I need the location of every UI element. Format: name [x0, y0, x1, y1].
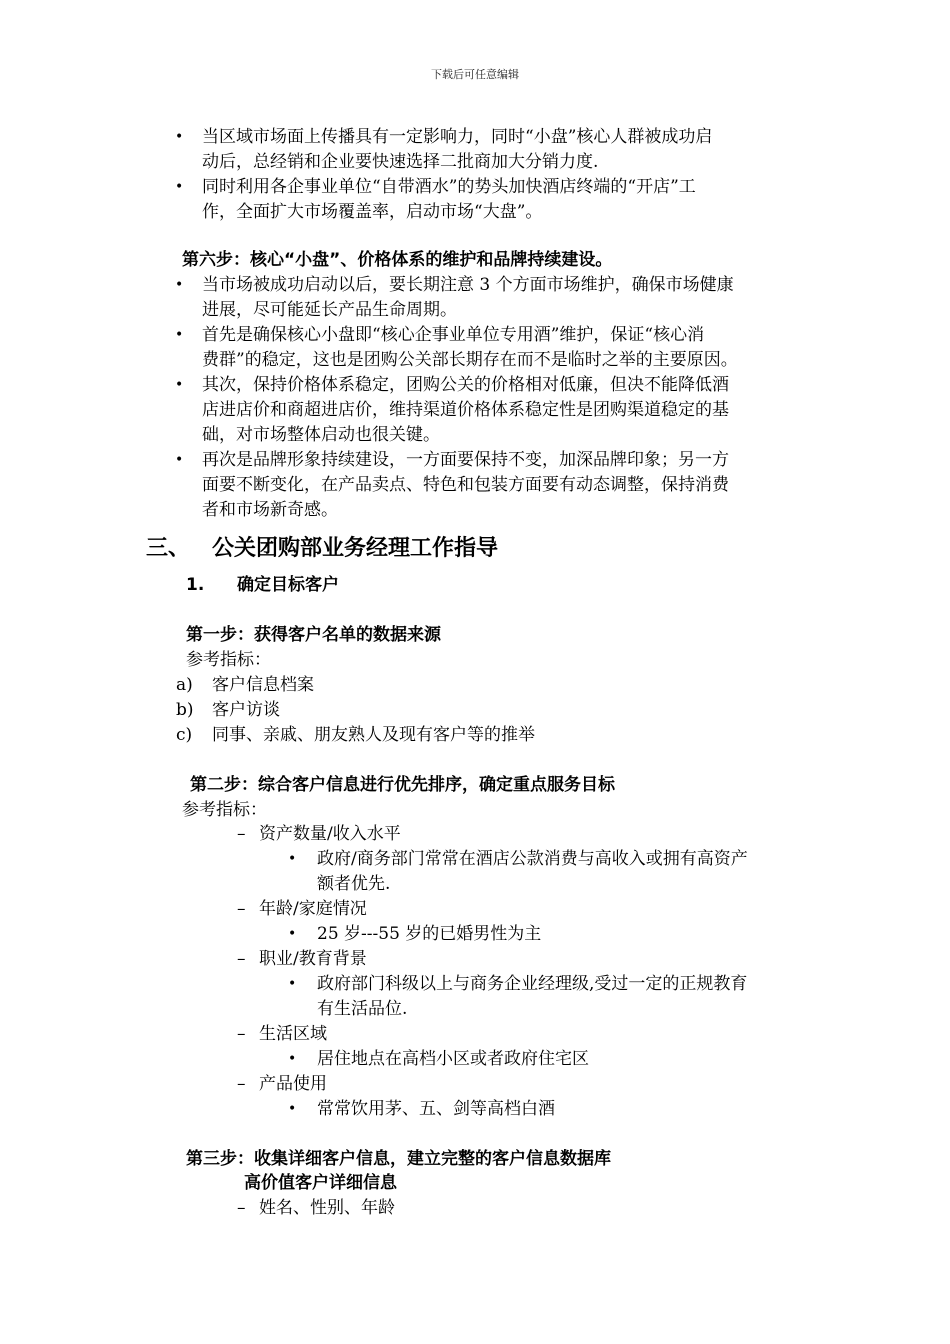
text-line: 面要不断变化，在产品卖点、特色和包装方面要有动态调整，保持消费: [202, 475, 729, 495]
criteria-label: 年龄/家庭情况: [259, 899, 367, 919]
criteria-label: 产品使用: [259, 1074, 327, 1094]
text-line: 店进店价和商超进店价，维持渠道价格体系稳定性是团购渠道稳定的基: [202, 400, 729, 420]
page-header: 下载后可任意编辑: [431, 68, 519, 81]
text-line: 作，全面扩大市场覆盖率，启动市场“大盘”。: [202, 202, 543, 222]
list-marker: b): [176, 700, 194, 720]
step3-heading: 第三步：收集详细客户信息，建立完整的客户信息数据库: [186, 1149, 611, 1169]
step1-heading: 第一步：获得客户名单的数据来源: [186, 625, 441, 645]
text-line: 有生活品位.: [317, 999, 408, 1019]
subsection-title: 确定目标客户: [237, 575, 339, 595]
text-line: 再次是品牌形象持续建设，一方面要保持不变，加深品牌印象；另一方: [202, 450, 729, 470]
list-marker: c): [176, 725, 193, 745]
bullet-icon: •: [288, 926, 297, 942]
dash-icon: –: [237, 824, 246, 844]
text-line: 者和市场新奇感。: [202, 500, 338, 520]
text-line: 当市场被成功启动以后，要长期注意 3 个方面市场维护，确保市场健康: [202, 275, 734, 295]
criteria-label: 生活区域: [259, 1024, 327, 1044]
text-line: 额者优先.: [317, 874, 391, 894]
criteria-label: 姓名、性别、年龄: [259, 1198, 395, 1218]
bullet-icon: •: [288, 976, 297, 992]
text-line: 进展，尽可能延长产品生命周期。: [202, 300, 457, 320]
dash-icon: –: [237, 899, 246, 919]
bullet-icon: •: [288, 1051, 297, 1067]
text-line: 费群”的稳定，这也是团购公关部长期存在而不是临时之举的主要原因。: [202, 350, 738, 370]
criteria-label: 资产数量/收入水平: [259, 824, 401, 844]
text-line: 政府部门科级以上与商务企业经理级,受过一定的正规教育: [317, 974, 748, 994]
reference-label: 参考指标：: [182, 800, 267, 820]
text-line: 政府/商务部门常常在酒店公款消费与高收入或拥有高资产: [317, 849, 748, 869]
subsection-number: 1.: [186, 575, 205, 595]
bullet-icon: •: [175, 377, 184, 393]
text-line: 当区域市场面上传播具有一定影响力，同时“小盘”核心人群被成功启: [202, 127, 713, 147]
text-line: 首先是确保核心小盘即“核心企事业单位专用酒”维护，保证“核心消: [202, 325, 705, 345]
dash-icon: –: [237, 1198, 246, 1218]
text-line: 25 岁---55 岁的已婚男性为主: [317, 924, 542, 944]
criteria-label: 职业/教育背景: [259, 949, 367, 969]
text-line: 同时利用各企事业单位“自带酒水”的势头加快酒店终端的“开店”工: [202, 177, 696, 197]
bullet-icon: •: [175, 452, 184, 468]
list-marker: a): [176, 675, 193, 695]
bullet-icon: •: [288, 851, 297, 867]
bullet-icon: •: [175, 277, 184, 293]
section-number: 三、: [146, 536, 191, 561]
list-item: 客户信息档案: [212, 675, 314, 695]
dash-icon: –: [237, 949, 246, 969]
list-item: 客户访谈: [212, 700, 280, 720]
bullet-icon: •: [175, 179, 184, 195]
text-line: 其次，保持价格体系稳定，团购公关的价格相对低廉，但决不能降低酒: [202, 375, 729, 395]
text-line: 础，对市场整体启动也很关键。: [202, 425, 440, 445]
step6-heading: 第六步：核心“小盘”、价格体系的维护和品牌持续建设。: [182, 250, 613, 270]
list-item: 同事、亲戚、朋友熟人及现有客户等的推举: [212, 725, 535, 745]
text-line: 常常饮用茅、五、剑等高档白酒: [317, 1099, 555, 1119]
bullet-icon: •: [175, 327, 184, 343]
text-line: 动后，总经销和企业要快速选择二批商加大分销力度.: [202, 152, 599, 172]
dash-icon: –: [237, 1074, 246, 1094]
text-line: 居住地点在高档小区或者政府住宅区: [317, 1049, 589, 1069]
reference-label: 参考指标：: [186, 650, 271, 670]
dash-icon: –: [237, 1024, 246, 1044]
step2-heading: 第二步：综合客户信息进行优先排序，确定重点服务目标: [190, 775, 615, 795]
step3-subheading: 高价值客户详细信息: [244, 1173, 397, 1193]
section-title: 公关团购部业务经理工作指导: [212, 536, 499, 561]
bullet-icon: •: [288, 1101, 297, 1117]
bullet-icon: •: [175, 129, 184, 145]
